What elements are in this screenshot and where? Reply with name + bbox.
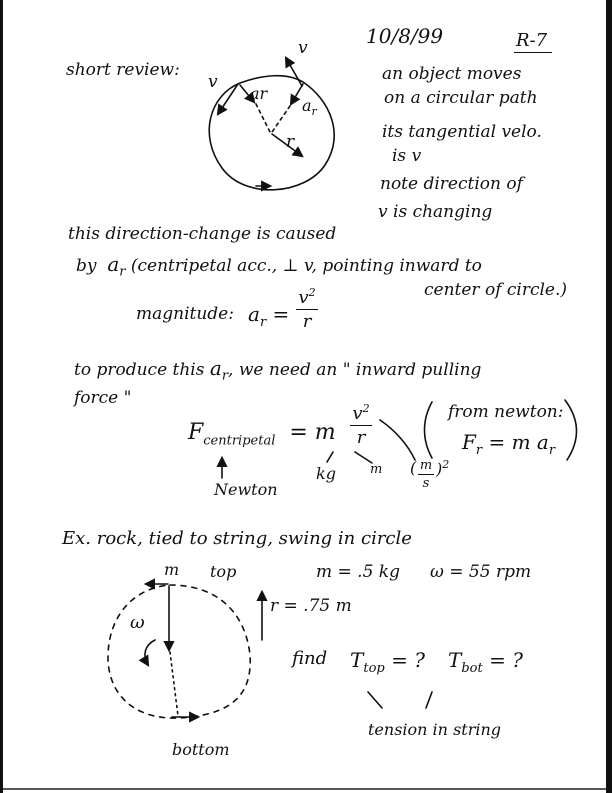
review-circle: [209, 76, 334, 190]
newton-label: Newton: [214, 480, 278, 499]
fig-label-ar2: $a_r$: [302, 96, 317, 119]
bracket-right: [565, 400, 577, 460]
scan-edge-bottom: [0, 788, 612, 790]
kg-line: [327, 452, 333, 462]
force-equation: $F_{centripetal} = m$: [188, 420, 336, 449]
force-fraction: $v^2$ r: [350, 402, 372, 448]
centripetal-line-2: by $a_r$ (centripetal acc., ⊥ v, pointing inward to: [76, 252, 482, 280]
note-line-4: is v: [392, 146, 422, 166]
rock-m-label: m: [164, 560, 180, 579]
page-label: R-7: [516, 30, 548, 51]
fig-label-r: r: [286, 132, 295, 152]
example-line: Ex. rock, tied to string, swing in circle: [62, 528, 412, 549]
magnitude-a: $a_r$ =: [248, 302, 290, 330]
unit-ms-fraction: m s: [419, 458, 433, 491]
scan-edge-left: [0, 0, 3, 793]
speed-value: ω = 55 rpm: [430, 562, 532, 582]
date: 10/8/99: [366, 24, 444, 48]
dashed-radius-1: [256, 104, 270, 132]
string-dotted: [170, 652, 178, 716]
tension-line-1: [368, 692, 382, 708]
centripetal-line-3: center of circle.): [424, 280, 568, 300]
find-label: find: [292, 648, 328, 669]
bracket-left: [425, 402, 433, 458]
newton-law: $F_r = m$ $a_r$: [462, 430, 556, 458]
velocity-arrow-left: [218, 84, 238, 114]
page-label-underline: [514, 52, 552, 53]
fig-label-v-left: v: [208, 72, 218, 92]
rock-circle: [108, 585, 250, 718]
magnitude-label: magnitude:: [136, 304, 234, 324]
scan-edge-right: [606, 0, 612, 793]
unit-ms: (: [410, 458, 417, 477]
omega-arrow: [145, 640, 155, 665]
unit-kg: kg: [316, 464, 336, 483]
tension-label: tension in string: [368, 720, 502, 739]
radius-value: r = .75 m: [270, 596, 352, 616]
velocity-arrow-top: [286, 58, 302, 86]
bottom-label: bottom: [172, 740, 230, 759]
fig-label-ar: ar: [250, 84, 268, 103]
fig-label-v-top: v: [298, 38, 308, 58]
dashed-radius-2: [272, 106, 290, 132]
t-top: $T_{top}$ = ?: [350, 648, 425, 676]
unit-ms-close: )$^2$: [436, 458, 450, 479]
force-line-2: force ": [74, 388, 132, 408]
note-line-5: note direction of: [380, 174, 523, 194]
tension-line-2: [426, 692, 432, 708]
from-newton: from newton:: [448, 402, 564, 422]
review-heading: short review:: [66, 60, 180, 80]
note-line-2: on a circular path: [384, 88, 538, 108]
connector-line: [380, 420, 415, 460]
magnitude-fraction: $v^2$ r: [296, 286, 318, 332]
force-line-1: to produce this $a_r$, we need an " inward pulling: [74, 356, 482, 384]
t-bot: $T_{bot}$ = ?: [448, 648, 523, 676]
note-line-3: its tangential velo.: [382, 122, 542, 142]
note-line-1: an object moves: [382, 64, 522, 84]
omega-label: ω: [130, 612, 145, 633]
unit-m: m: [370, 462, 383, 477]
top-label: top: [210, 562, 237, 581]
note-line-6: v is changing: [378, 202, 493, 222]
mass-value: m = .5 kg: [316, 562, 400, 582]
centripetal-line-1: this direction-change is caused: [68, 224, 337, 244]
